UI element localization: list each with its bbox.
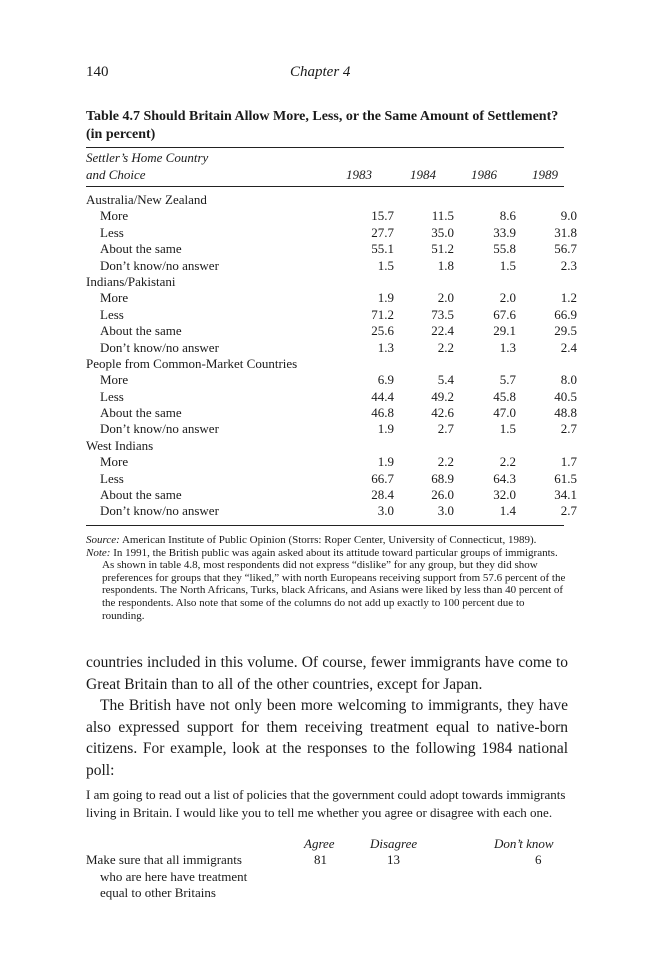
table-notes xyxy=(86,534,568,622)
cell-1984: 2.0 xyxy=(437,290,454,306)
row-label: More xyxy=(100,208,129,224)
cell-1986: 29.1 xyxy=(493,323,516,339)
cell-1989: 1.7 xyxy=(560,454,577,470)
table-row xyxy=(86,372,577,388)
row-label: Less xyxy=(100,388,124,404)
row-label: About the same xyxy=(100,405,182,421)
paragraph-1: countries included in this volume. Of course, fewer immigrants have come to Great Britain than to all of the other countries, except for Japan. xyxy=(86,654,568,693)
cell-1984: 11.5 xyxy=(431,208,454,224)
table-row xyxy=(86,503,577,519)
table-row xyxy=(86,405,577,421)
note xyxy=(86,547,568,623)
cell-1983: 1.9 xyxy=(377,421,394,437)
cell-1983: 1.5 xyxy=(377,257,394,273)
cell-1989: 31.8 xyxy=(554,224,577,240)
row-label: Less xyxy=(100,224,124,240)
row-label: About the same xyxy=(100,323,182,339)
cell-1986: 67.6 xyxy=(493,306,516,322)
table-row xyxy=(86,487,577,503)
poll-item-line3: equal to other Britains xyxy=(100,885,216,900)
group-label: Indians/Pakistani xyxy=(86,273,176,289)
cell-1986: 1.3 xyxy=(499,339,516,355)
cell-1984: 2.7 xyxy=(437,421,454,437)
poll-intro: I am going to read out a list of policies that the government could adopt towards immigrants living in Britain. I would like you to tell me whether you agree or disagree with each one. xyxy=(86,787,566,820)
poll-item-line1: Make sure that all immigrants xyxy=(86,852,242,867)
cell-1983: 1.9 xyxy=(377,454,394,470)
group-label: West Indians xyxy=(86,437,154,453)
group-label: Australia/New Zealand xyxy=(86,192,207,207)
year-header-1989: 1989 xyxy=(532,167,558,182)
table-row xyxy=(86,208,577,224)
row-label: Don’t know/no answer xyxy=(100,421,219,437)
row-label: Less xyxy=(100,306,124,322)
cell-1989: 61.5 xyxy=(554,470,577,486)
cell-1984: 5.4 xyxy=(437,372,454,388)
table-row xyxy=(86,290,577,306)
row-label: More xyxy=(100,372,129,388)
stub-header-line1: Settler’s Home Country xyxy=(86,150,209,165)
cell-1983: 28.4 xyxy=(371,487,394,503)
source-text: American Institute of Public Opinion (Storrs: Roper Center, University of Connecticut, 1989). xyxy=(121,534,537,546)
cell-1989: 2.7 xyxy=(560,503,577,519)
year-header-1986: 1986 xyxy=(471,167,497,182)
cell-1983: 66.7 xyxy=(371,470,394,486)
cell-1983: 6.9 xyxy=(377,372,394,388)
cell-1986: 45.8 xyxy=(493,388,516,404)
table-row xyxy=(86,257,577,274)
row-label: Don’t know/no answer xyxy=(100,339,219,355)
cell-1989: 8.0 xyxy=(560,372,577,388)
cell-1989: 1.2 xyxy=(560,290,577,306)
row-label: Don’t know/no answer xyxy=(100,257,219,273)
table-group-row xyxy=(86,274,564,290)
table-row xyxy=(86,388,577,405)
cell-1986: 5.7 xyxy=(499,372,516,388)
cell-1986: 64.3 xyxy=(493,470,516,486)
cell-1983: 27.7 xyxy=(371,224,394,240)
cell-1984: 51.2 xyxy=(431,241,454,257)
cell-1984: 2.2 xyxy=(437,454,454,470)
poll-value-dontknow: 6 xyxy=(535,852,542,867)
row-label: More xyxy=(100,290,129,306)
cell-1989: 66.9 xyxy=(554,306,577,322)
paragraph-2: The British have not only been more welcoming to immigrants, they have also expressed support for them receiving treatment equal to native-born citizens. For example, look at the responses to the following 1984 national poll: xyxy=(86,697,568,779)
cell-1989: 48.8 xyxy=(554,405,577,421)
cell-1989: 29.5 xyxy=(554,323,577,339)
cell-1986: 2.0 xyxy=(499,290,516,306)
note-text: In 1991, the British public was again asked about its attitude toward particular groups of immigrants. As shown in table 4.8, most respondents did not express “dislike” for any group, but they did show preferences for groups that they “liked,” with north Europeans receiving support from 57.6 percent of the respondents. The North Africans, Turks, black Africans, and Asians were liked by less than 40 percent of the respondents. Also note that some of the columns do not add up exactly to 100 percent due to rounding. xyxy=(102,546,566,622)
table-header-rule xyxy=(86,186,564,187)
poll-header-disagree: Disagree xyxy=(370,836,418,851)
table-group-row xyxy=(86,356,564,372)
table-group-row xyxy=(86,192,564,208)
poll-header-dontknow: Don’t know xyxy=(494,836,554,851)
table-row xyxy=(86,241,577,257)
table-row xyxy=(86,224,577,241)
cell-1984: 26.0 xyxy=(431,487,454,503)
cell-1983: 44.4 xyxy=(371,388,394,404)
cell-1983: 1.3 xyxy=(377,339,394,355)
cell-1984: 22.4 xyxy=(431,323,454,339)
page-number: 140 xyxy=(86,64,109,80)
table-row xyxy=(86,339,577,356)
table-top-rule xyxy=(86,147,564,148)
cell-1989: 2.7 xyxy=(560,421,577,437)
note-label: Note: xyxy=(86,546,111,559)
table-row xyxy=(86,470,577,487)
cell-1984: 1.8 xyxy=(437,257,454,273)
row-label: Less xyxy=(100,470,124,486)
row-label: About the same xyxy=(100,487,182,503)
cell-1989: 2.4 xyxy=(560,339,577,355)
table-title: Table 4.7 Should Britain Allow More, Less, or the Same Amount of Settlement? (in percent) xyxy=(86,109,559,142)
poll-header-agree: Agree xyxy=(304,836,335,851)
running-head: Chapter 4 xyxy=(290,64,351,80)
year-header-1984: 1984 xyxy=(410,167,436,182)
cell-1989: 9.0 xyxy=(560,208,577,224)
cell-1983: 25.6 xyxy=(371,323,394,339)
table-row xyxy=(86,421,577,437)
cell-1984: 73.5 xyxy=(431,306,454,322)
cell-1983: 55.1 xyxy=(371,241,394,257)
table-row xyxy=(86,454,577,470)
source-note xyxy=(86,534,568,547)
cell-1983: 1.9 xyxy=(377,290,394,306)
poll-value-agree: 81 xyxy=(314,852,327,867)
cell-1984: 2.2 xyxy=(437,339,454,355)
cell-1989: 40.5 xyxy=(554,388,577,404)
cell-1984: 3.0 xyxy=(437,503,454,519)
cell-1986: 1.5 xyxy=(499,421,516,437)
cell-1984: 42.6 xyxy=(431,405,454,421)
cell-1989: 2.3 xyxy=(560,257,577,273)
cell-1984: 49.2 xyxy=(431,388,454,404)
cell-1986: 47.0 xyxy=(493,405,516,421)
cell-1984: 68.9 xyxy=(431,470,454,486)
cell-1983: 71.2 xyxy=(371,306,394,322)
table-group-row xyxy=(86,438,564,454)
poll-item xyxy=(86,852,247,902)
table-row xyxy=(86,306,577,323)
cell-1986: 33.9 xyxy=(493,224,516,240)
cell-1986: 32.0 xyxy=(493,487,516,503)
cell-1983: 3.0 xyxy=(377,503,394,519)
poll-value-disagree: 13 xyxy=(387,852,400,867)
row-label: Don’t know/no answer xyxy=(100,503,219,519)
stub-header-line2: and Choice xyxy=(86,167,146,182)
cell-1986: 1.4 xyxy=(499,503,516,519)
year-header-1983: 1983 xyxy=(346,167,372,182)
table-row xyxy=(86,323,577,339)
poll-item-line2: who are here have treatment xyxy=(100,868,248,884)
cell-1986: 8.6 xyxy=(499,208,516,224)
body-text xyxy=(86,652,568,781)
table-bottom-rule xyxy=(86,525,564,526)
cell-1986: 55.8 xyxy=(493,241,516,257)
cell-1983: 46.8 xyxy=(371,405,394,421)
cell-1983: 15.7 xyxy=(371,208,394,224)
data-table xyxy=(86,192,577,520)
row-label: About the same xyxy=(100,241,182,257)
cell-1989: 56.7 xyxy=(554,241,577,257)
cell-1984: 35.0 xyxy=(431,224,454,240)
group-label: People from Common-Market Countries xyxy=(86,355,298,371)
cell-1986: 1.5 xyxy=(499,257,516,273)
row-label: More xyxy=(100,454,129,470)
cell-1989: 34.1 xyxy=(554,487,577,503)
source-label: Source: xyxy=(86,534,120,546)
cell-1986: 2.2 xyxy=(499,454,516,470)
